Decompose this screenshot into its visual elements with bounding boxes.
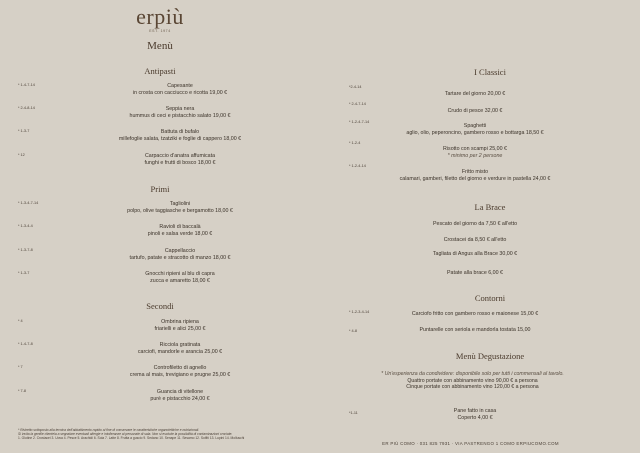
degustazione-option: Quattro portate con abbinamento vino 90,00 € a persona: [407, 377, 538, 384]
dish-description: funghi e frutti di bosco 18,00 €: [144, 160, 216, 167]
brand-header: [0, 6, 320, 33]
dish-name: Gnocchi ripieni al blu di capra: [145, 271, 215, 277]
menu-title: Menù: [147, 40, 173, 52]
allergen-code: * 2-4-8-14: [18, 106, 35, 110]
allergen-code: * 1-3-7: [18, 129, 30, 133]
dish-name: Ravioli di baccalà: [159, 224, 201, 230]
dish-name: Pescato del giorno da 7,50 € all'etto: [432, 221, 518, 227]
dish-description: polpo, olive taggiasche e bergamotto 18,00 €: [127, 208, 233, 215]
dish-note: * minimo per 2 persone: [447, 153, 503, 160]
allergen-code: * 1-2-4-7-14: [349, 120, 370, 124]
contact-footer: ER PIÙ COMO · 031 825 7931 · VIA PASTRENGO 1 COMO ERPIUCOMO.COM: [382, 441, 559, 446]
allergen-footnote: [18, 428, 328, 441]
dish-name: Seppia nera: [165, 106, 195, 112]
dish-price: Coperto 4,00 €: [457, 415, 493, 422]
dish-name: Controfiletto di agnello: [153, 365, 207, 371]
dish-name: Risotto con scampi 25,00 €: [443, 146, 507, 152]
dish-description: zucca e amaretto 18,00 €: [150, 278, 210, 285]
dish-name: Carpaccio d'anatra affumicata: [144, 153, 216, 159]
dish-description: calamari, gamberi, filetto del giorno e verdure in pastella 24,00 €: [399, 176, 551, 183]
allergen-code: * 4: [18, 319, 23, 323]
allergen-legend: 1. Glutine 2. Crostacei 3. Uova 4. Pesce 5. Arachidi 6. Soia 7. Latte 8. Frutta a guscio 9. Sedano 10. Senape 11. Sesamo 12. Solfiti 13. Lupini 14. Molluschi: [18, 436, 245, 441]
dish-name: Pane fatto in casa: [453, 408, 497, 414]
dish-description: aglio, olio, peperoncino, gambero rosso e bottarga 18,50 €: [406, 130, 544, 137]
section-title-primi: Primi: [150, 184, 170, 194]
allergen-code: * 12: [18, 153, 25, 157]
footnote-line: * Ristretto sottoposto alla tecnica dell'abbattimento rapido al fine di conservare le caratteristiche organolettiche e nutrizionali.: [18, 428, 200, 432]
degustazione-block: [350, 371, 595, 391]
dish-name: Guancia di vitellone: [156, 389, 204, 395]
dish-name: Crostacei da 8,50 € all'etto: [443, 237, 507, 243]
dish-description: millefoglie salata, tzatziki e foglie di cappero 18,00 €: [118, 136, 242, 143]
dish-name: Puntarelle con seriola e mandorla tostata 15,00: [419, 327, 531, 333]
allergen-code: * 1-4-7-8: [18, 342, 33, 346]
dish-name: Patate alla brace 6,00 €: [447, 270, 503, 276]
est-label: EST. 1974: [149, 29, 171, 33]
dish-description: tartufo, patate e stracotto di manzo 18,00 €: [129, 255, 231, 262]
dish-description: crema al mais, trevigiano e prugne 25,00 €: [129, 372, 231, 379]
dish-name: Ombrina ripiena: [161, 319, 199, 325]
dish-description: carciofi, mandorle e arancia 25,00 €: [137, 349, 223, 356]
dish-name: Cappellaccio: [164, 248, 196, 254]
allergen-code: * 7-8: [18, 389, 27, 393]
section-title-brace: La Brace: [474, 202, 506, 212]
degustazione-option: Cinque portate con abbinamento vino 120,00 € a persona: [406, 384, 539, 391]
dish-name: Spaghetti: [463, 123, 487, 129]
allergen-code: * 1-4-7-14: [18, 83, 35, 87]
allergen-code: * 1-2-4: [349, 141, 361, 145]
dish-name: Capesante: [167, 83, 193, 89]
allergen-code: *1-11: [349, 411, 358, 415]
allergen-code: * 1-2-4-14: [349, 164, 366, 168]
dish-description: purè e pistacchio 24,00 €: [150, 396, 210, 403]
dish-name: Tagliolini: [169, 201, 191, 207]
allergen-code: * 1-3-7: [18, 271, 30, 275]
section-title-classici: I Classici: [474, 67, 506, 77]
dish-name: Carciofo fritto con gambero rosso e maionese 15,00 €: [411, 311, 539, 317]
allergen-code: * 2-4-7-14: [349, 102, 366, 106]
allergen-code: * 1-2-3-4-14: [349, 310, 370, 314]
dish-description: friarielli e alici 25,00 €: [154, 326, 206, 333]
degustazione-note: * Un'esperienza da condividere: disponibile solo per tutti i commensali al tavolo.: [381, 371, 564, 377]
dish-name: Crudo di pesce 32,00 €: [447, 108, 503, 114]
footnote-line: Si invita la gentile clientela a segnalare eventuali allergie e intolleranze al personale di sala. Non si esclude la possibilità di contaminazioni crociate.: [18, 432, 233, 437]
allergen-code: * 4-8: [349, 329, 358, 333]
allergen-code: * 1-3-4-7-14: [18, 201, 39, 205]
section-title-antipasti: Antipasti: [144, 66, 176, 76]
section-title-degustazione: Menù Degustazione: [455, 351, 525, 361]
dish-name: Battuta di bufalo: [160, 129, 200, 135]
dish-description: pinoli e salsa verde 18,00 €: [147, 231, 213, 238]
dish-name: Ricciola gratinata: [159, 342, 201, 348]
dish-name: Tartare del giorno 20,00 €: [444, 91, 506, 97]
allergen-code: * 1-3-4-4: [18, 224, 33, 228]
dish-name: Tagliata di Angus alla Brace 30,00 €: [432, 251, 518, 257]
dish-description: hummus di ceci e pistacchio salato 19,00 €: [129, 113, 231, 120]
section-title-secondi: Secondi: [146, 301, 174, 311]
allergen-code: * 1-3-7-8: [18, 248, 33, 252]
dish-description: in crosta con cacciucco e ricotta 19,00 €: [132, 90, 228, 97]
dish-name: Fritto misto: [461, 169, 489, 175]
restaurant-logo: erpiù: [136, 4, 184, 29]
allergen-code: * 7: [18, 365, 23, 369]
allergen-code: *2-4-14: [349, 85, 362, 89]
section-title-contorni: Contorni: [474, 293, 506, 303]
